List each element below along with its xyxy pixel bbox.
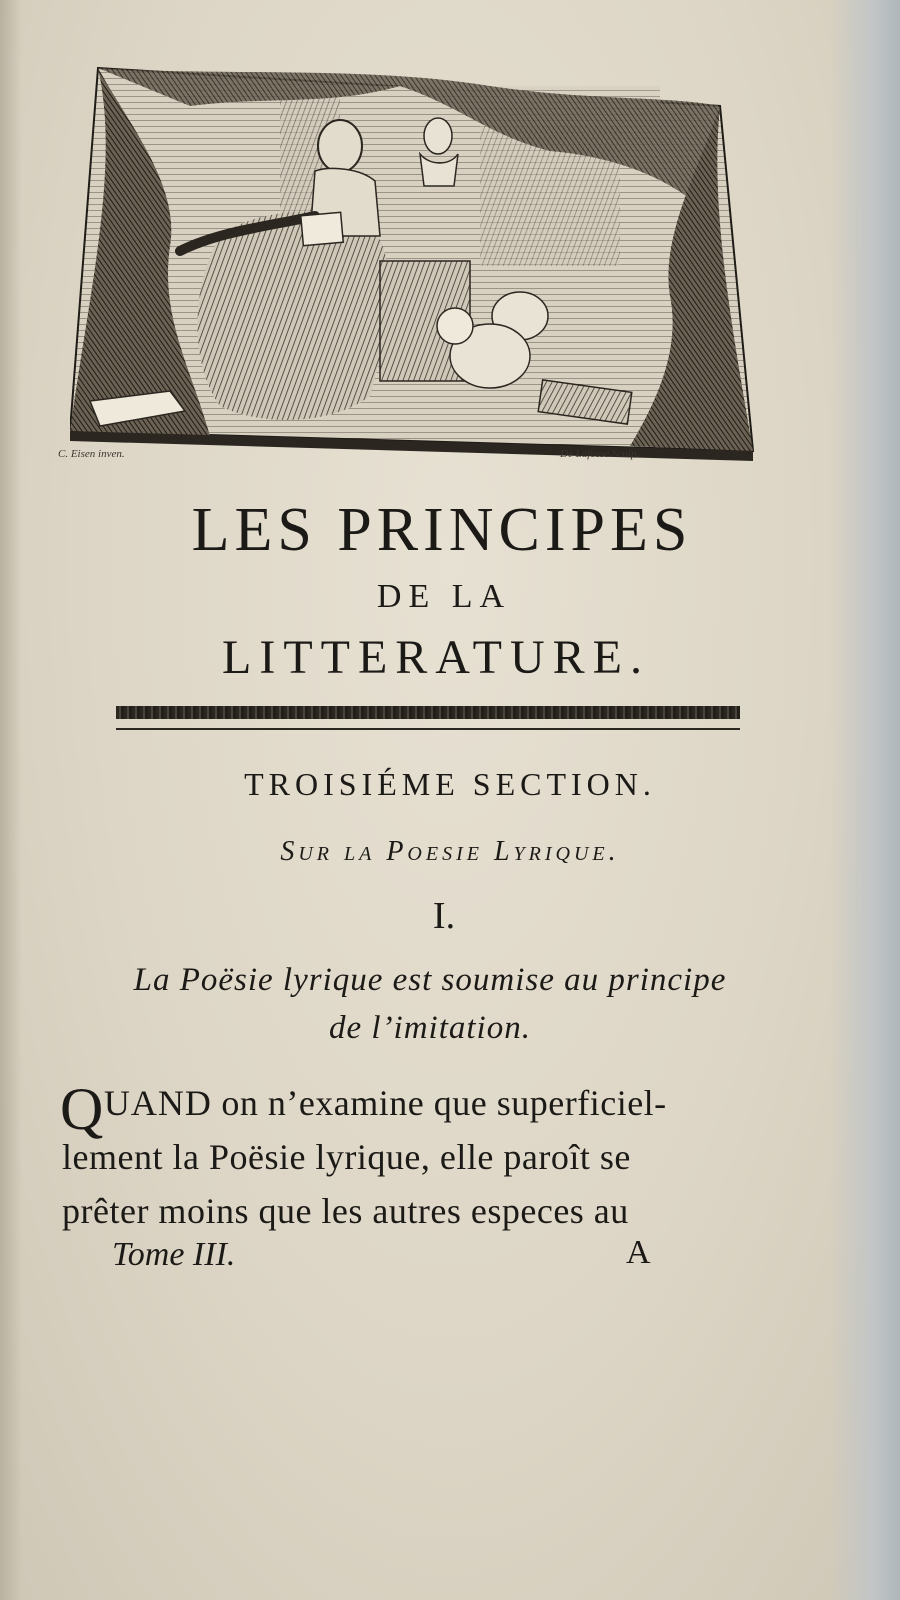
signature-mark: A [626, 1234, 651, 1271]
title-sub: DE LA [376, 578, 512, 615]
volume-footer: Tome III. [112, 1236, 236, 1273]
title-litterature: LITTERATURE. [222, 631, 650, 684]
ornamental-rule-thick [116, 706, 740, 719]
engraved-vignette [70, 66, 770, 466]
ornamental-rule-thin [116, 728, 740, 730]
title-main: LES PRINCIPES [191, 496, 693, 564]
subsection-heading: Sur la Poesie Lyrique. [280, 836, 620, 867]
chapter-numeral: I. [432, 895, 456, 937]
section-heading: TROISIÉME SECTION. [244, 766, 656, 802]
chapter-title-line-1: La Poësie lyrique est soumise au principe [133, 962, 727, 998]
drop-cap: Q [60, 1076, 104, 1142]
engraver-credit-right: De Lafosse Sculp. [560, 448, 640, 460]
body-smallcaps: UAND [103, 1083, 212, 1123]
chapter-title-line-2: de l’imitation. [329, 1010, 531, 1046]
body-text-line-3: prêter moins que les autres especes au [62, 1191, 629, 1231]
body-text-line-2: lement la Poësie lyrique, elle paroît se [62, 1137, 631, 1177]
body-line-1-rest: on n’examine que superficiel- [211, 1083, 667, 1123]
body-text-line-1 [60, 1076, 810, 1142]
vignette-engraving [70, 66, 770, 466]
engraver-credit-left: C. Eisen inven. [58, 448, 125, 460]
